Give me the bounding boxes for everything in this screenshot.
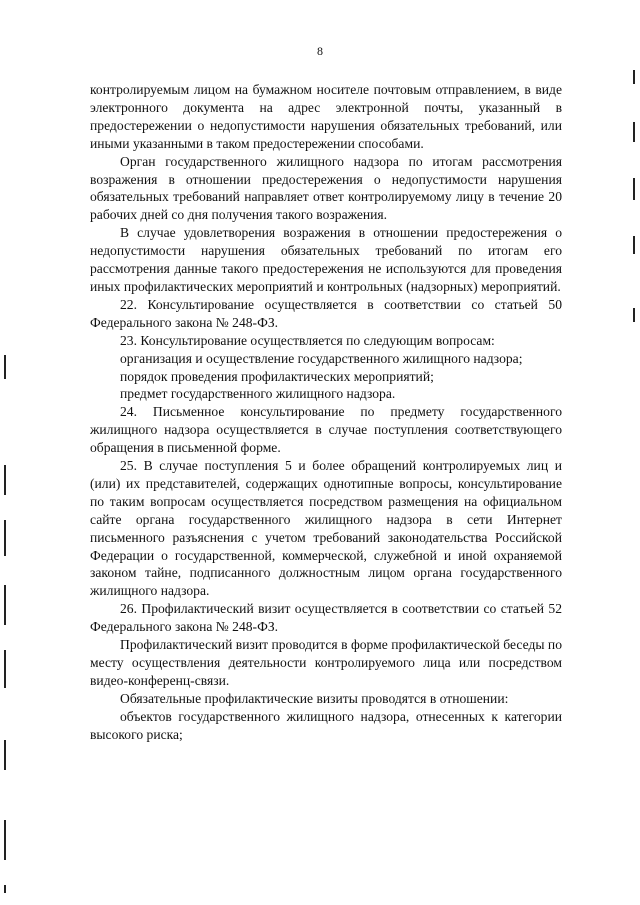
paragraph: 23. Консультирование осуществляется по следующим вопросам: (120, 332, 495, 348)
paragraph: 22. Консультирование осуществляется в соответствии со статьей 50 Федерального закона № 248-ФЗ. (90, 296, 562, 330)
scan-mark (4, 885, 6, 893)
scan-mark (633, 70, 635, 84)
paragraph: Профилактический визит проводится в форме профилактической беседы по месту осуществления деятельности контролируемого лица или посредством видео-конференц-связи. (90, 637, 562, 688)
scan-mark (4, 740, 6, 770)
scan-mark (633, 178, 635, 200)
scan-mark (633, 236, 635, 254)
list-item: организация и осуществление государственного жилищного надзора; (120, 350, 523, 366)
list-item: предмет государственного жилищного надзора. (120, 386, 396, 402)
paragraph: Орган государственного жилищного надзора по итогам рассмотрения возражения в отношении предостережения о недопустимости нарушения обязательных требований направляет ответ контролируемому лицу в течение 20 рабочих дней со дня получения такого возражения. (90, 153, 562, 223)
scan-mark (4, 650, 6, 688)
paragraph: 26. Профилактический визит осуществляется в соответствии со статьей 52 Федерального закона № 248-ФЗ. (90, 601, 562, 635)
paragraph: 24. Письменное консультирование по предмету государственного жилищного надзора осуществляется в случае поступления соответствующего обращения в письменной форме. (90, 404, 562, 456)
scan-mark (4, 465, 6, 495)
list-item: объектов государственного жилищного надзора, отнесенных к категории высокого риска; (90, 708, 562, 742)
scan-mark (633, 122, 635, 142)
paragraph: В случае удовлетворения возражения в отношении предостережения о недопустимости нарушения обязательных требований по итогам его рассмотрения данные такого предостережения не используются для проведения иных профилактических мероприятий и контрольных (надзорных) мероприятий. (90, 225, 562, 294)
paragraph: 25. В случае поступления 5 и более обращений контролируемых лиц и (или) их представителей, содержащих однотипные вопросы, консультирование по таким вопросам осуществляется посредством размещения на официальном сайте органа государственного жилищного надзора в сети Интернет письменного разъяснения с учетом требований законодательства Российской Федерации о государственной, коммерческой, служебной и иной охраняемой законом тайне, подписанного должностным лицом органа государственного жилищного надзора. (90, 458, 562, 599)
scan-mark (4, 585, 6, 625)
list-item: порядок проведения профилактических мероприятий; (120, 368, 434, 384)
document-body (90, 81, 562, 744)
paragraph: контролируемым лицом на бумажном носителе почтовым отправлением, в виде электронного документа на адрес электронной почты, указанный в предостережении о недопустимости нарушения обязательных требований, или иными указанными в таком предостережении способами. (90, 82, 562, 151)
page-number: 8 (317, 44, 323, 58)
scan-mark (633, 308, 635, 322)
paragraph: Обязательные профилактические визиты проводятся в отношении: (120, 690, 509, 706)
scan-mark (4, 520, 6, 556)
scan-mark (4, 355, 6, 379)
scan-mark (4, 820, 6, 860)
